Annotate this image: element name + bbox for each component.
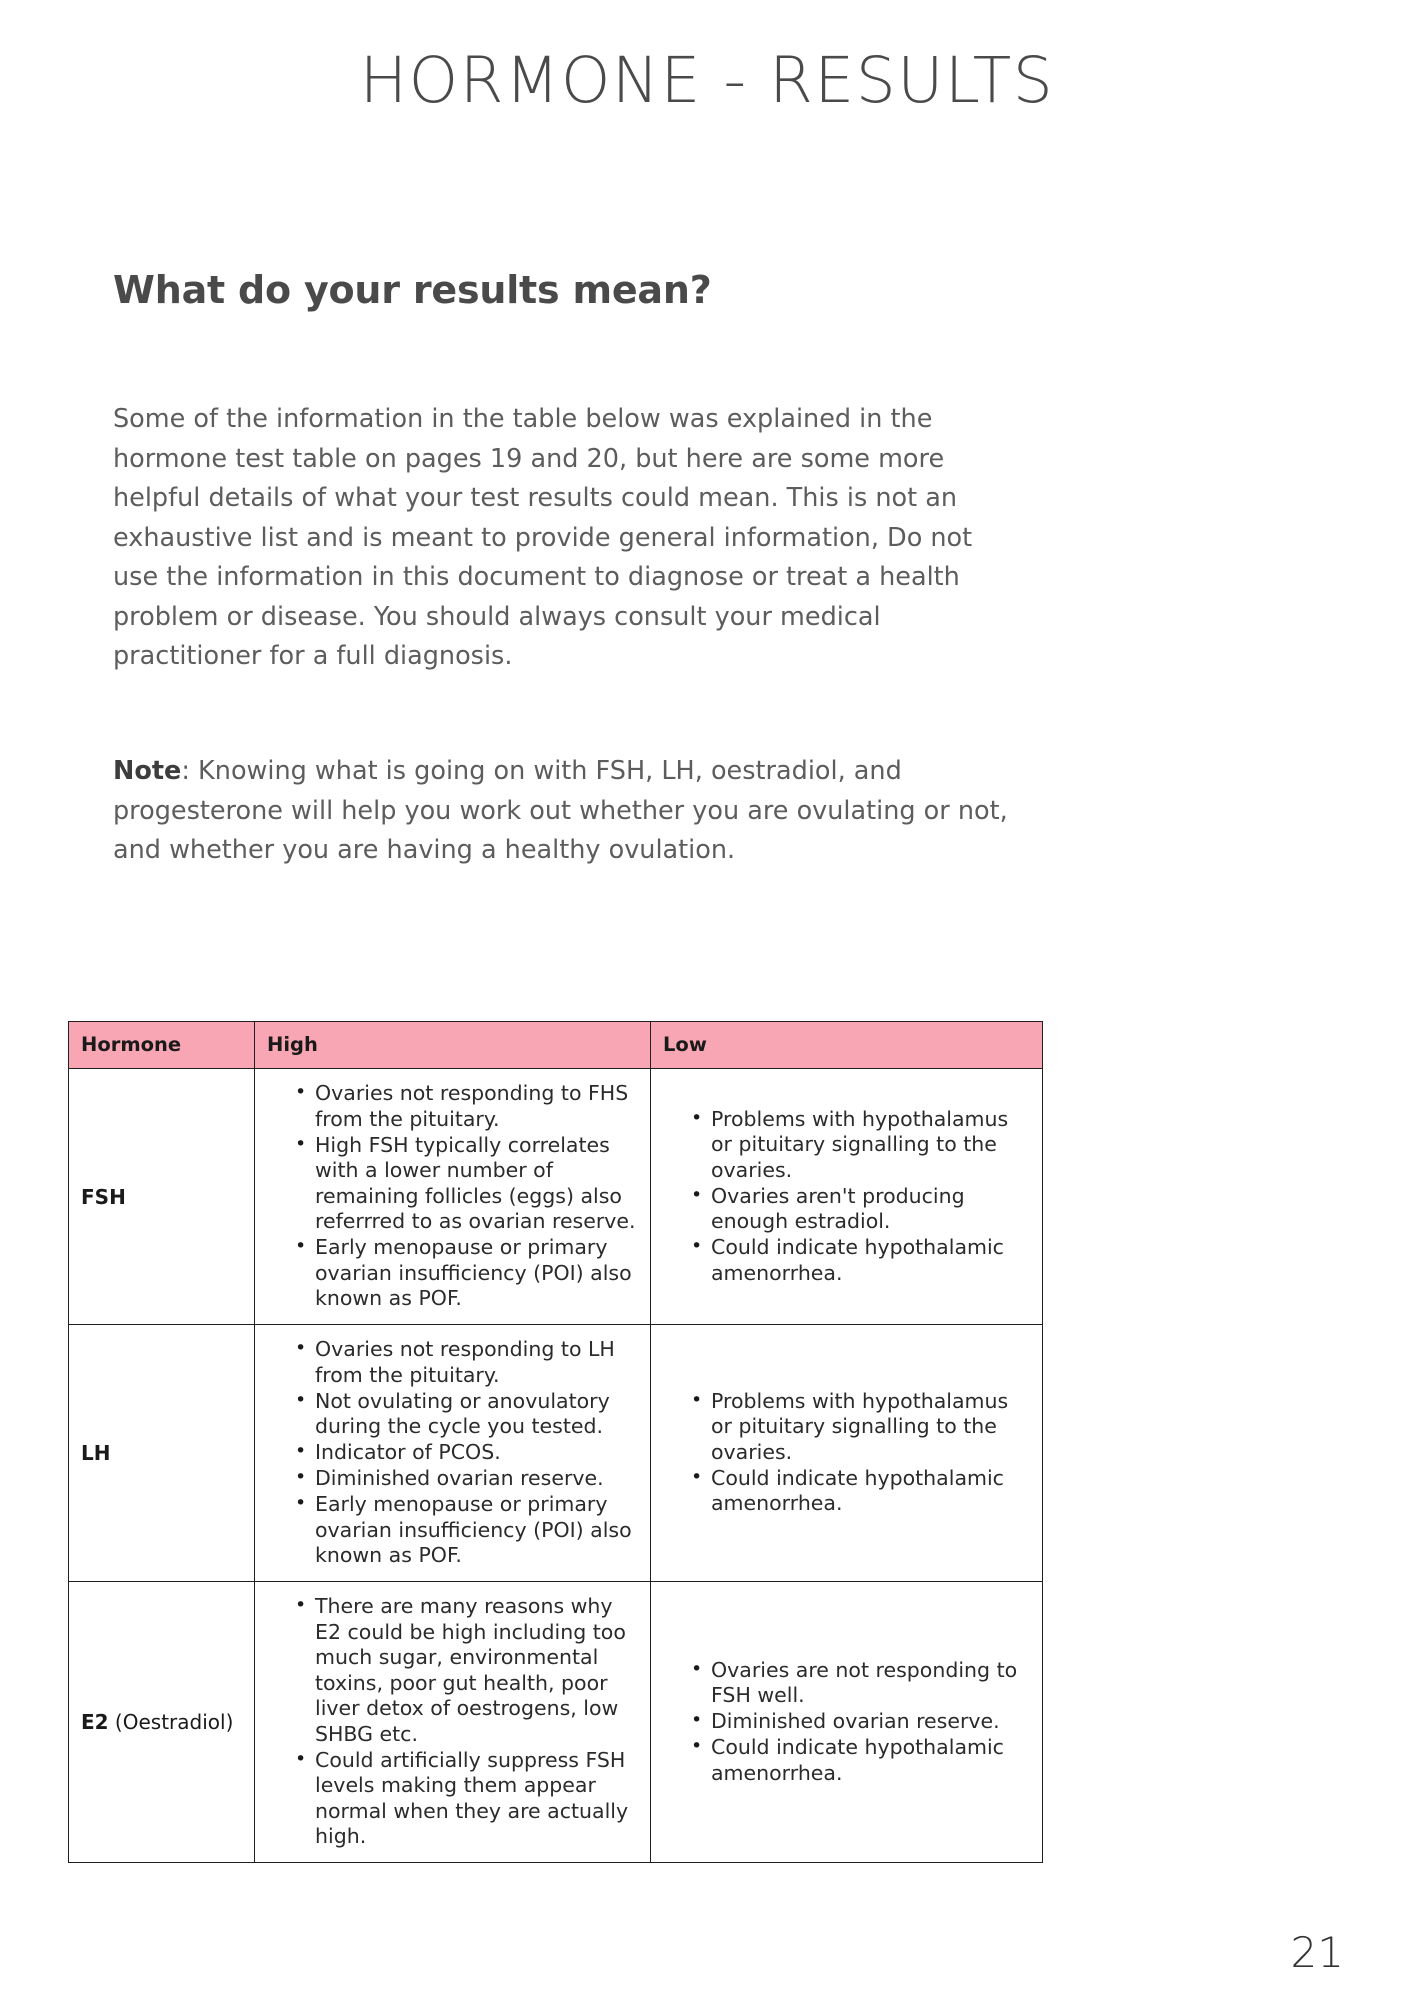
table-row — [69, 1325, 1043, 1582]
table-header-row — [69, 1022, 1043, 1069]
hormone-name: E2 — [81, 1710, 109, 1734]
hormone-label-cell — [69, 1069, 255, 1325]
table-row — [69, 1582, 1043, 1863]
list-item: • Problems with hypothalamus or pituitary signalling to the ovaries. — [693, 1107, 1028, 1184]
list-item: • Diminished ovarian reserve. — [693, 1709, 1028, 1735]
low-cell — [651, 1582, 1043, 1863]
low-bullet-list — [659, 1107, 1028, 1287]
list-item: • Could indicate hypothalamic amenorrhea. — [693, 1466, 1028, 1517]
high-cell — [255, 1069, 651, 1325]
list-item: • Ovaries not responding to FHS from the pituitary. — [297, 1081, 636, 1132]
hormone-label-cell — [69, 1325, 255, 1582]
list-item: • Ovaries aren't producing enough estradiol. — [693, 1184, 1028, 1235]
table-body — [69, 1069, 1043, 1863]
list-item: • There are many reasons why E2 could be high including too much sugar, environmental toxins, poor gut health, poor liver detox of oestrogens, low SHBG etc. — [297, 1594, 636, 1747]
list-item: • Could indicate hypothalamic amenorrhea. — [693, 1735, 1028, 1786]
high-cell — [255, 1582, 651, 1863]
list-item: • Ovaries are not responding to FSH well. — [693, 1658, 1028, 1709]
high-bullet-list — [263, 1337, 636, 1569]
table-header — [69, 1022, 1043, 1069]
list-item: • Indicator of PCOS. — [297, 1440, 636, 1466]
high-cell — [255, 1325, 651, 1582]
list-item: • Could artificially suppress FSH levels making them appear normal when they are actually high. — [297, 1748, 636, 1850]
column-header-high: High — [255, 1022, 651, 1069]
page-title: HORMONE - RESULTS — [359, 44, 1055, 117]
table-row — [69, 1069, 1043, 1325]
hormone-subtitle: (Oestradiol) — [108, 1710, 234, 1734]
high-bullet-list — [263, 1594, 636, 1850]
list-item: • Early menopause or primary ovarian insufficiency (POI) also known as POF. — [297, 1235, 636, 1312]
low-cell — [651, 1069, 1043, 1325]
low-bullet-list — [659, 1389, 1028, 1517]
hormone-name: LH — [81, 1441, 111, 1465]
note-text: : Knowing what is going on with FSH, LH, oestradiol, and progesterone will help you work out whether you are ovulating or not, and whether you are having a healthy ovulation. — [113, 756, 1008, 865]
list-item: • Early menopause or primary ovarian insufficiency (POI) also known as POF. — [297, 1492, 636, 1569]
list-item: • Not ovulating or anovulatory during the cycle you tested. — [297, 1389, 636, 1440]
intro-paragraph: Some of the information in the table below was explained in the hormone test table on pages 19 and 20, but here are some more helpful details of what your test results could mean. This is not an exhaustive list and is meant to provide general information, Do not use the information in this document to diagnose or treat a health problem or disease. You should always consult your medical practitioner for a full diagnosis. — [113, 404, 973, 671]
column-header-low: Low — [651, 1022, 1043, 1069]
hormone-name: FSH — [81, 1184, 126, 1209]
hormone-results-table — [68, 1021, 1043, 1863]
note-label: Note — [113, 756, 182, 786]
column-header-hormone: Hormone — [69, 1022, 255, 1069]
hormone-label-cell — [69, 1582, 255, 1863]
low-cell — [651, 1325, 1043, 1582]
page-number: 21 — [1290, 1928, 1344, 1977]
list-item: • Problems with hypothalamus or pituitary signalling to the ovaries. — [693, 1389, 1028, 1466]
list-item: • Could indicate hypothalamic amenorrhea. — [693, 1235, 1028, 1286]
list-item: • Ovaries not responding to LH from the pituitary. — [297, 1337, 636, 1388]
low-bullet-list — [659, 1658, 1028, 1787]
section-heading: What do your results mean? — [113, 268, 712, 312]
list-item: • Diminished ovarian reserve. — [297, 1466, 636, 1492]
high-bullet-list — [263, 1081, 636, 1312]
note-paragraph — [113, 752, 1018, 871]
list-item: • High FSH typically correlates with a lower number of remaining follicles (eggs) also referrred to as ovarian reserve. — [297, 1133, 636, 1235]
